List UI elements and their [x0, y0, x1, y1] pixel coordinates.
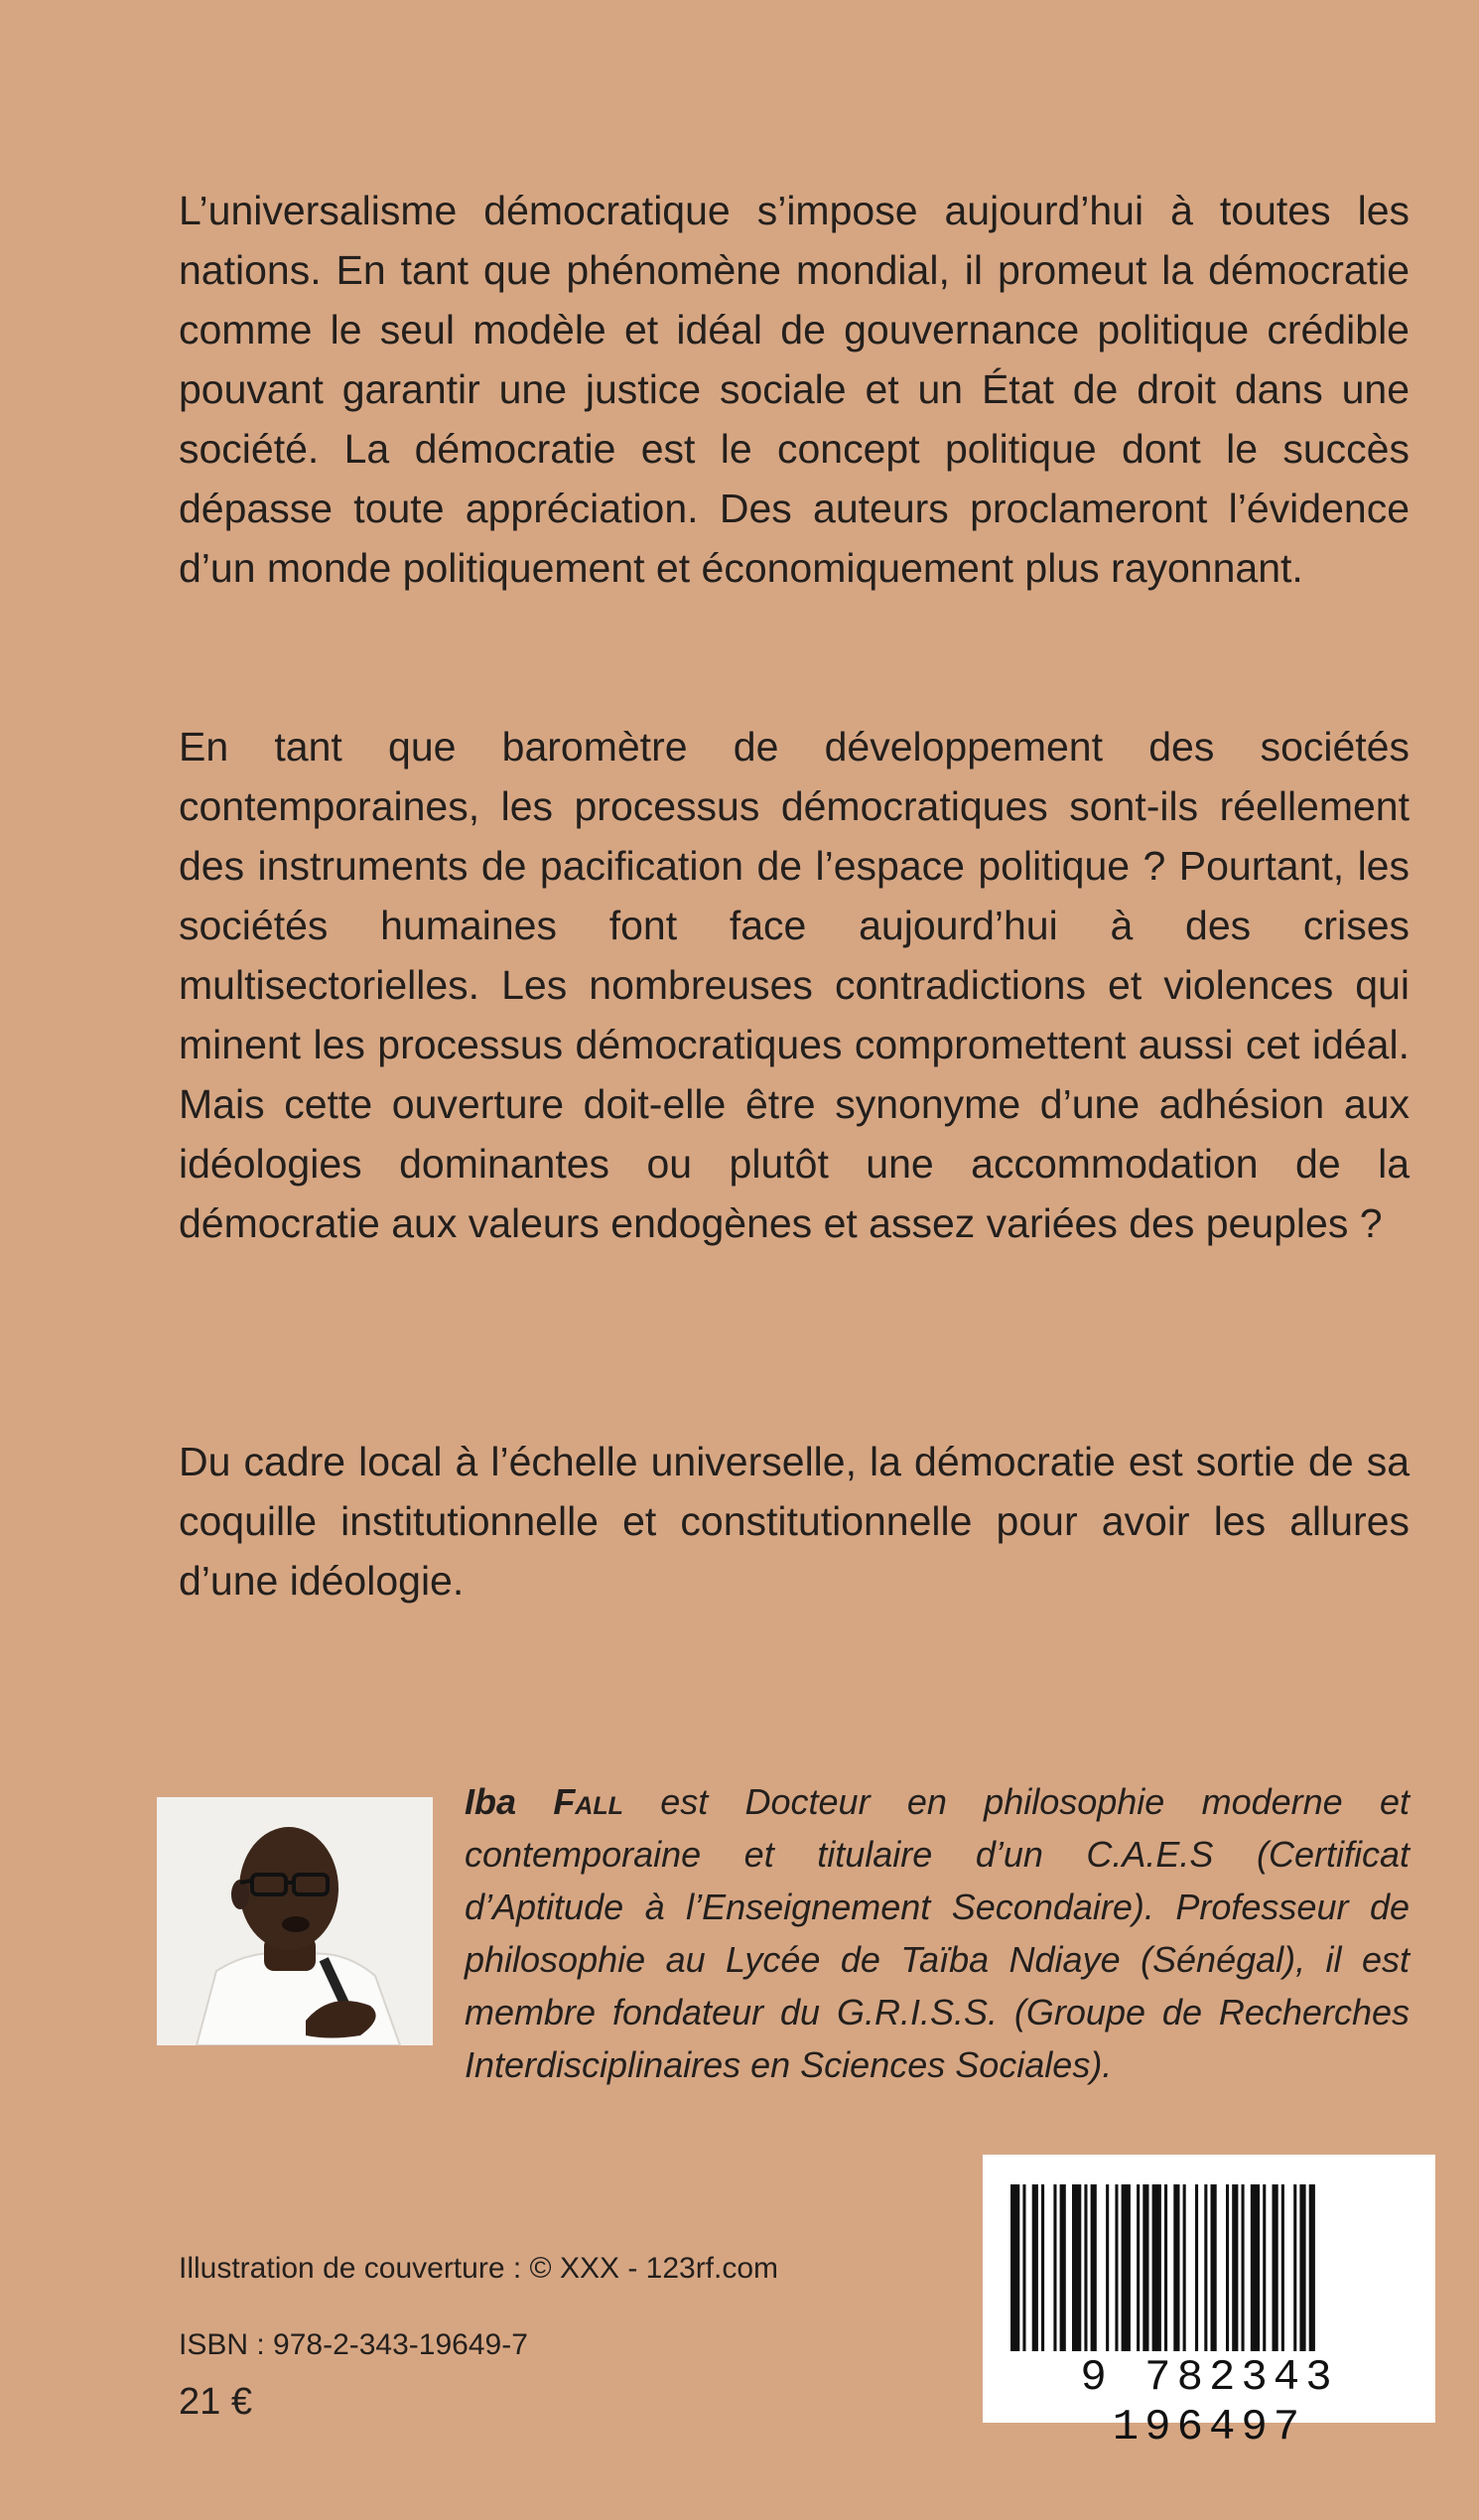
barcode-bar	[1137, 2184, 1140, 2351]
barcode-bar	[1204, 2184, 1207, 2351]
barcode-bar	[1183, 2184, 1186, 2351]
barcode-bar	[1152, 2184, 1161, 2351]
barcode-bar	[1072, 2184, 1081, 2351]
barcode-bar	[1211, 2184, 1217, 2351]
barcode	[983, 2155, 1435, 2452]
barcode-bar	[1122, 2184, 1131, 2351]
barcode-bar	[1053, 2184, 1056, 2351]
barcode-bar	[1273, 2184, 1278, 2351]
barcode-bar	[1060, 2184, 1066, 2351]
barcode-bar	[1232, 2184, 1238, 2351]
barcode-bar	[1242, 2184, 1245, 2351]
author-first-name: Iba	[465, 1781, 517, 1822]
barcode-bar	[1091, 2184, 1097, 2351]
barcode-bar	[1010, 2184, 1019, 2351]
author-name	[465, 1781, 623, 1822]
barcode-bar	[1115, 2184, 1118, 2351]
author-bio-text: est Docteur en philosophie moderne et contemporaine et titulaire d’un C.A.E.S (Certificat d’Aptitude à l’Enseignement Secondaire). Professeur de philosophie au Lycée de Taïba Ndiaye (Sénégal), il est membre fondateur du G.R.I.S.S. (Groupe de Recherches Interdisciplinaires en Sciences Sociales).	[465, 1781, 1410, 2085]
author-last-name: Fall	[553, 1781, 623, 1822]
barcode-bar	[1173, 2184, 1179, 2351]
barcode-digits: 9 782343 196497	[1080, 2353, 1338, 2452]
barcode-bar	[1281, 2184, 1284, 2351]
barcode-bar	[1251, 2184, 1260, 2351]
back-cover-paragraph-3: Du cadre local à l’échelle universelle, la démocratie est sortie de sa coquille institutionnelle et constitutionnelle pour avoir les allures d’une idéologie.	[179, 1439, 1410, 1604]
back-cover-paragraph-2: En tant que baromètre de développement des sociétés contemporaines, les processus démocratiques sont-ils réellement des instruments de pacification de l’espace politique ? Pourtant, les sociétés humaines font face aujourd’hui à des crises multisectorielles. Les nombreuses contradictions et violences qui minent les processus démocratiques compromettent aussi cet idéal. Mais cette ouverture doit-elle être synonyme d’une adhésion aux idéologies dominantes ou plutôt une accommodation de la démocratie aux valeurs endogènes et assez variées des peuples ?	[179, 724, 1410, 1246]
barcode-bar	[1309, 2184, 1315, 2351]
back-cover-paragraph-1: L’universalisme démocratique s’impose aujourd’hui à toutes les nations. En tant que phénomène mondial, il promeut la démocratie comme le seul modèle et idéal de gouvernance politique crédible pouvant garantir une justice sociale et un État de droit dans une société. La démocratie est le concept politique dont le succès dépasse toute appréciation. Des auteurs proclameront l’évidence d’un monde politiquement et économiquement plus rayonnant.	[179, 188, 1410, 591]
barcode-bar	[1032, 2184, 1038, 2351]
barcode-bar	[1164, 2184, 1167, 2351]
barcode-bars	[983, 2155, 1435, 2353]
barcode-bar	[1263, 2184, 1266, 2351]
isbn: ISBN : 978-2-343-19649-7	[179, 2328, 528, 2361]
barcode-bar	[1084, 2184, 1087, 2351]
author-photo	[157, 1797, 433, 2045]
author-portrait-icon	[157, 1797, 433, 2045]
barcode-bar	[1106, 2184, 1109, 2351]
barcode-bar	[1293, 2184, 1296, 2351]
price: 21 €	[179, 2381, 252, 2423]
cover-illustration-credit: Illustration de couverture : © XXX - 123rf.com	[179, 2252, 779, 2285]
barcode-bar	[1226, 2184, 1229, 2351]
barcode-bar	[1041, 2184, 1044, 2351]
barcode-bar	[1143, 2184, 1148, 2351]
barcode-bar	[1195, 2184, 1198, 2351]
barcode-bar	[1299, 2184, 1305, 2351]
author-bio	[465, 1775, 1410, 2091]
barcode-bar	[1022, 2184, 1025, 2351]
